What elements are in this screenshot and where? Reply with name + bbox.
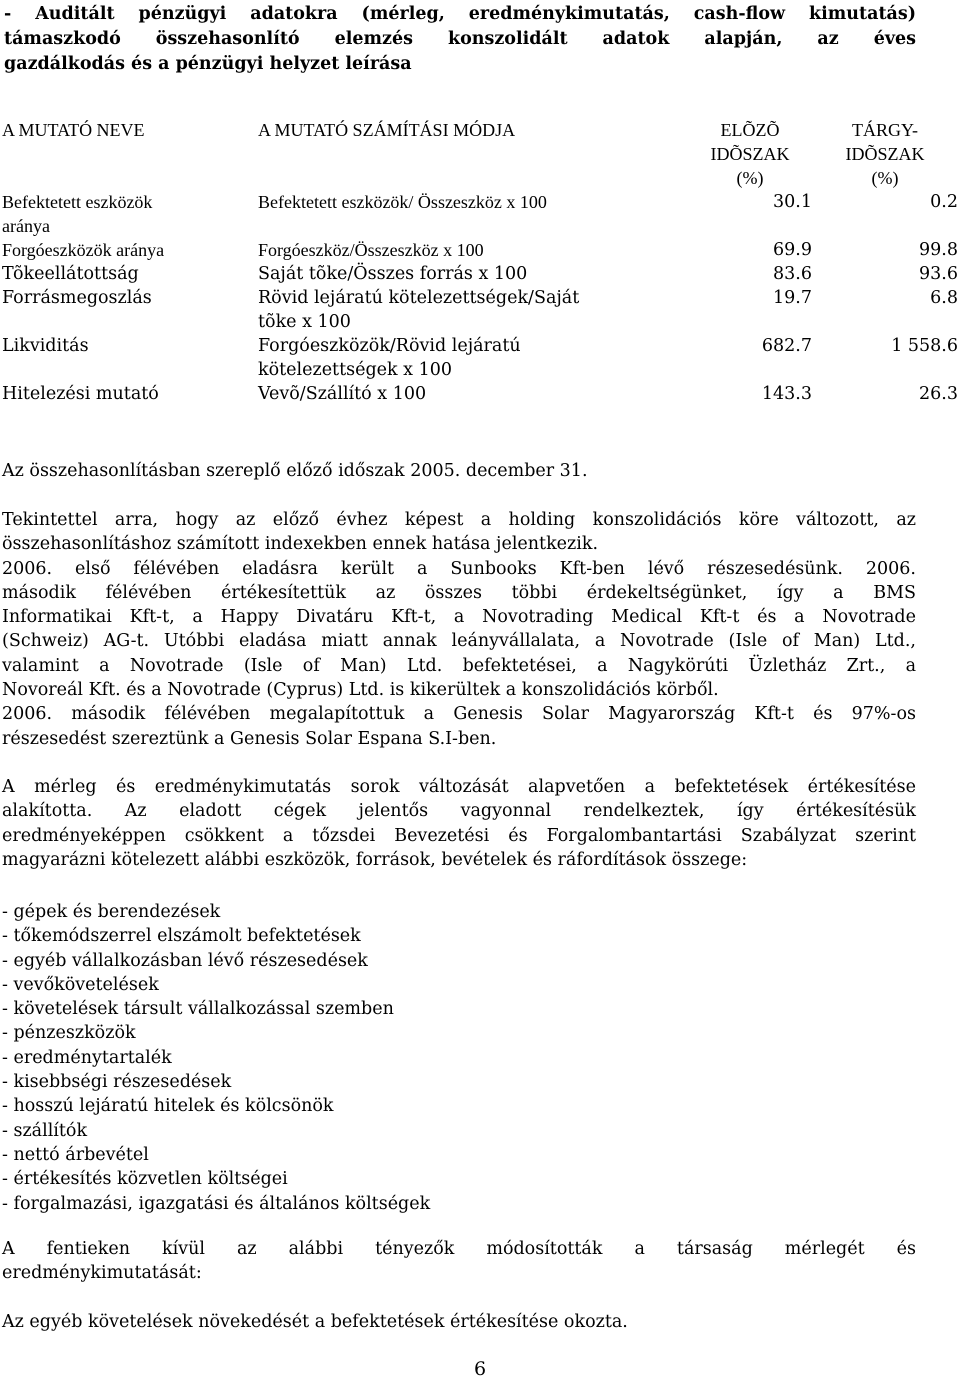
calculation-method: Forgóeszköz/Összeszköz x 100 <box>258 240 484 260</box>
indicator-name: Forrásmegoszlás <box>2 288 152 308</box>
previous-value: 143.3 <box>761 384 812 404</box>
previous-value: 83.6 <box>773 264 812 284</box>
table-row <box>2 190 958 238</box>
current-value: 0.2 <box>930 192 958 212</box>
affected-items-list <box>2 900 916 1216</box>
receivables-paragraph: Az egyéb követelések növekedését a befektetések értékesítése okozta. <box>2 1312 628 1332</box>
calculation-method: Forgóeszközök/Rövid lejáratú kötelezettségek x 100 <box>258 336 521 380</box>
list-item: - értékesítés közvetlen költségei <box>2 1169 288 1190</box>
list-item: - követelések társult vállalkozással szemben <box>2 999 394 1020</box>
page-number: 6 <box>473 1358 487 1380</box>
heading-line: gazdálkodás és a pénzügyi helyzet leírása <box>4 54 412 74</box>
current-value: 26.3 <box>919 384 958 404</box>
list-item: - nettó árbevétel <box>2 1144 149 1165</box>
indicator-name: Forgóeszközök aránya <box>2 240 165 260</box>
current-value: 1 558.6 <box>891 336 958 356</box>
previous-value: 69.9 <box>773 240 812 260</box>
heading-line: - Auditált pénzügyi adatokra (mérleg, eredménykimutatás, cash-flow kimutatás) <box>4 4 916 24</box>
list-item: - gépek és berendezések <box>2 902 221 922</box>
header-calculation-method: A MUTATÓ SZÁMÍTÁSI MÓDJA <box>258 120 516 140</box>
table-row <box>2 334 958 382</box>
calculation-method: Befektetett eszközök/ Összeszköz x 100 <box>258 192 547 212</box>
previous-value: 19.7 <box>773 288 812 308</box>
ratio-table <box>2 118 958 406</box>
other-factors-paragraph: A fentieken kívül az alábbi tényezők módosították a társaság mérlegét és eredménykimutatását: <box>2 1239 916 1284</box>
section-heading <box>4 2 916 77</box>
table-header-row <box>2 118 958 190</box>
table-row <box>2 262 958 286</box>
calculation-method: Vevõ/Szállító x 100 <box>258 384 427 404</box>
list-item: - szállítók <box>2 1120 88 1141</box>
table-row <box>2 238 958 262</box>
previous-value: 30.1 <box>773 192 812 212</box>
current-value: 93.6 <box>919 264 958 284</box>
list-item: - forgalmazási, igazgatási és általános költségek <box>2 1193 431 1214</box>
calculation-method: Rövid lejáratú kötelezettségek/Saját tõke x 100 <box>258 288 580 332</box>
comparison-date-paragraph: Az összehasonlításban szereplő előző időszak 2005. december 31. <box>2 461 588 481</box>
indicator-name: Hitelezési mutató <box>2 384 159 404</box>
previous-value: 682.7 <box>761 336 812 356</box>
list-item: - kisebbségi részesedések <box>2 1072 232 1093</box>
indicator-name: Befektetett eszközök aránya <box>2 192 153 236</box>
list-item: - vevőkövetelések <box>2 974 159 995</box>
list-item: - eredménytartalék <box>2 1047 172 1068</box>
header-previous-period: ELÕZÕ IDÕSZAK (%) <box>710 120 790 188</box>
current-value: 99.8 <box>919 240 958 260</box>
header-current-period: TÁRGY- IDÕSZAK (%) <box>845 120 925 188</box>
header-indicator-name: A MUTATÓ NEVE <box>2 120 145 140</box>
list-item: - egyéb vállalkozásban lévő részesedések <box>2 950 368 971</box>
list-item: - hosszú lejáratú hitelek és kölcsönök <box>2 1096 334 1117</box>
table-row <box>2 382 958 406</box>
balance-sheet-paragraph: A mérleg és eredménykimutatás sorok változását alapvetően a befektetések értékesítése alakította. Az eladott cégek jelentős vagyonnal rendelkeztek, így értékesítésük eredményeképpen csökkent a tőzsdei Bevezetési és Forgalombantartási Szabályzat szerint magyarázni kötelezett alábbi eszközök, források, bevételek és ráfordítások összege: <box>2 777 916 870</box>
list-item: - pénzeszközök <box>2 1023 136 1044</box>
table-row <box>2 286 958 334</box>
indicator-name: Likviditás <box>2 336 89 356</box>
indicator-name: Tõkeellátottság <box>2 264 139 284</box>
consolidation-paragraph: Tekintettel arra, hogy az előző évhez képest a holding konszolidációs köre változott, az összehasonlításhoz számított indexekben ennek hatása jelentkezik. 2006. első félévében eladásra került a Sunbooks Kft-ben lévő részesedésünk. 2006. második félévében értékesítettük az összes többi érdekeltségünket, így a BMS Informatikai Kft-t, a Happy Divatáru Kft-t, a Novotrading Medical Kft-t és a Novotrade (Schweiz) AG-t. Utóbbi eladása miatt annak leányvállalata, a Novotrade (Isle of Man) Ltd., valamint a Novotrade (Isle of Man) Ltd. befektetései, a Nagykörúti Üzletház Zrt., a Novoreál Kft. és a Novotrade (Cyprus) Ltd. is kikerültek a konszolidációs körből. 2006. második félévében megalapítottuk a Genesis Solar Magyarország Kft-t és 97%-os részesedést szereztünk a Genesis Solar Espana S.I-ben. <box>2 510 916 749</box>
heading-line: támaszkodó összehasonlító elemzés konszolidált adatok alapján, az éves <box>4 29 916 49</box>
current-value: 6.8 <box>930 288 958 308</box>
list-item: - tőkemódszerrel elszámolt befektetések <box>2 926 361 947</box>
calculation-method: Saját tõke/Összes forrás x 100 <box>258 264 528 284</box>
